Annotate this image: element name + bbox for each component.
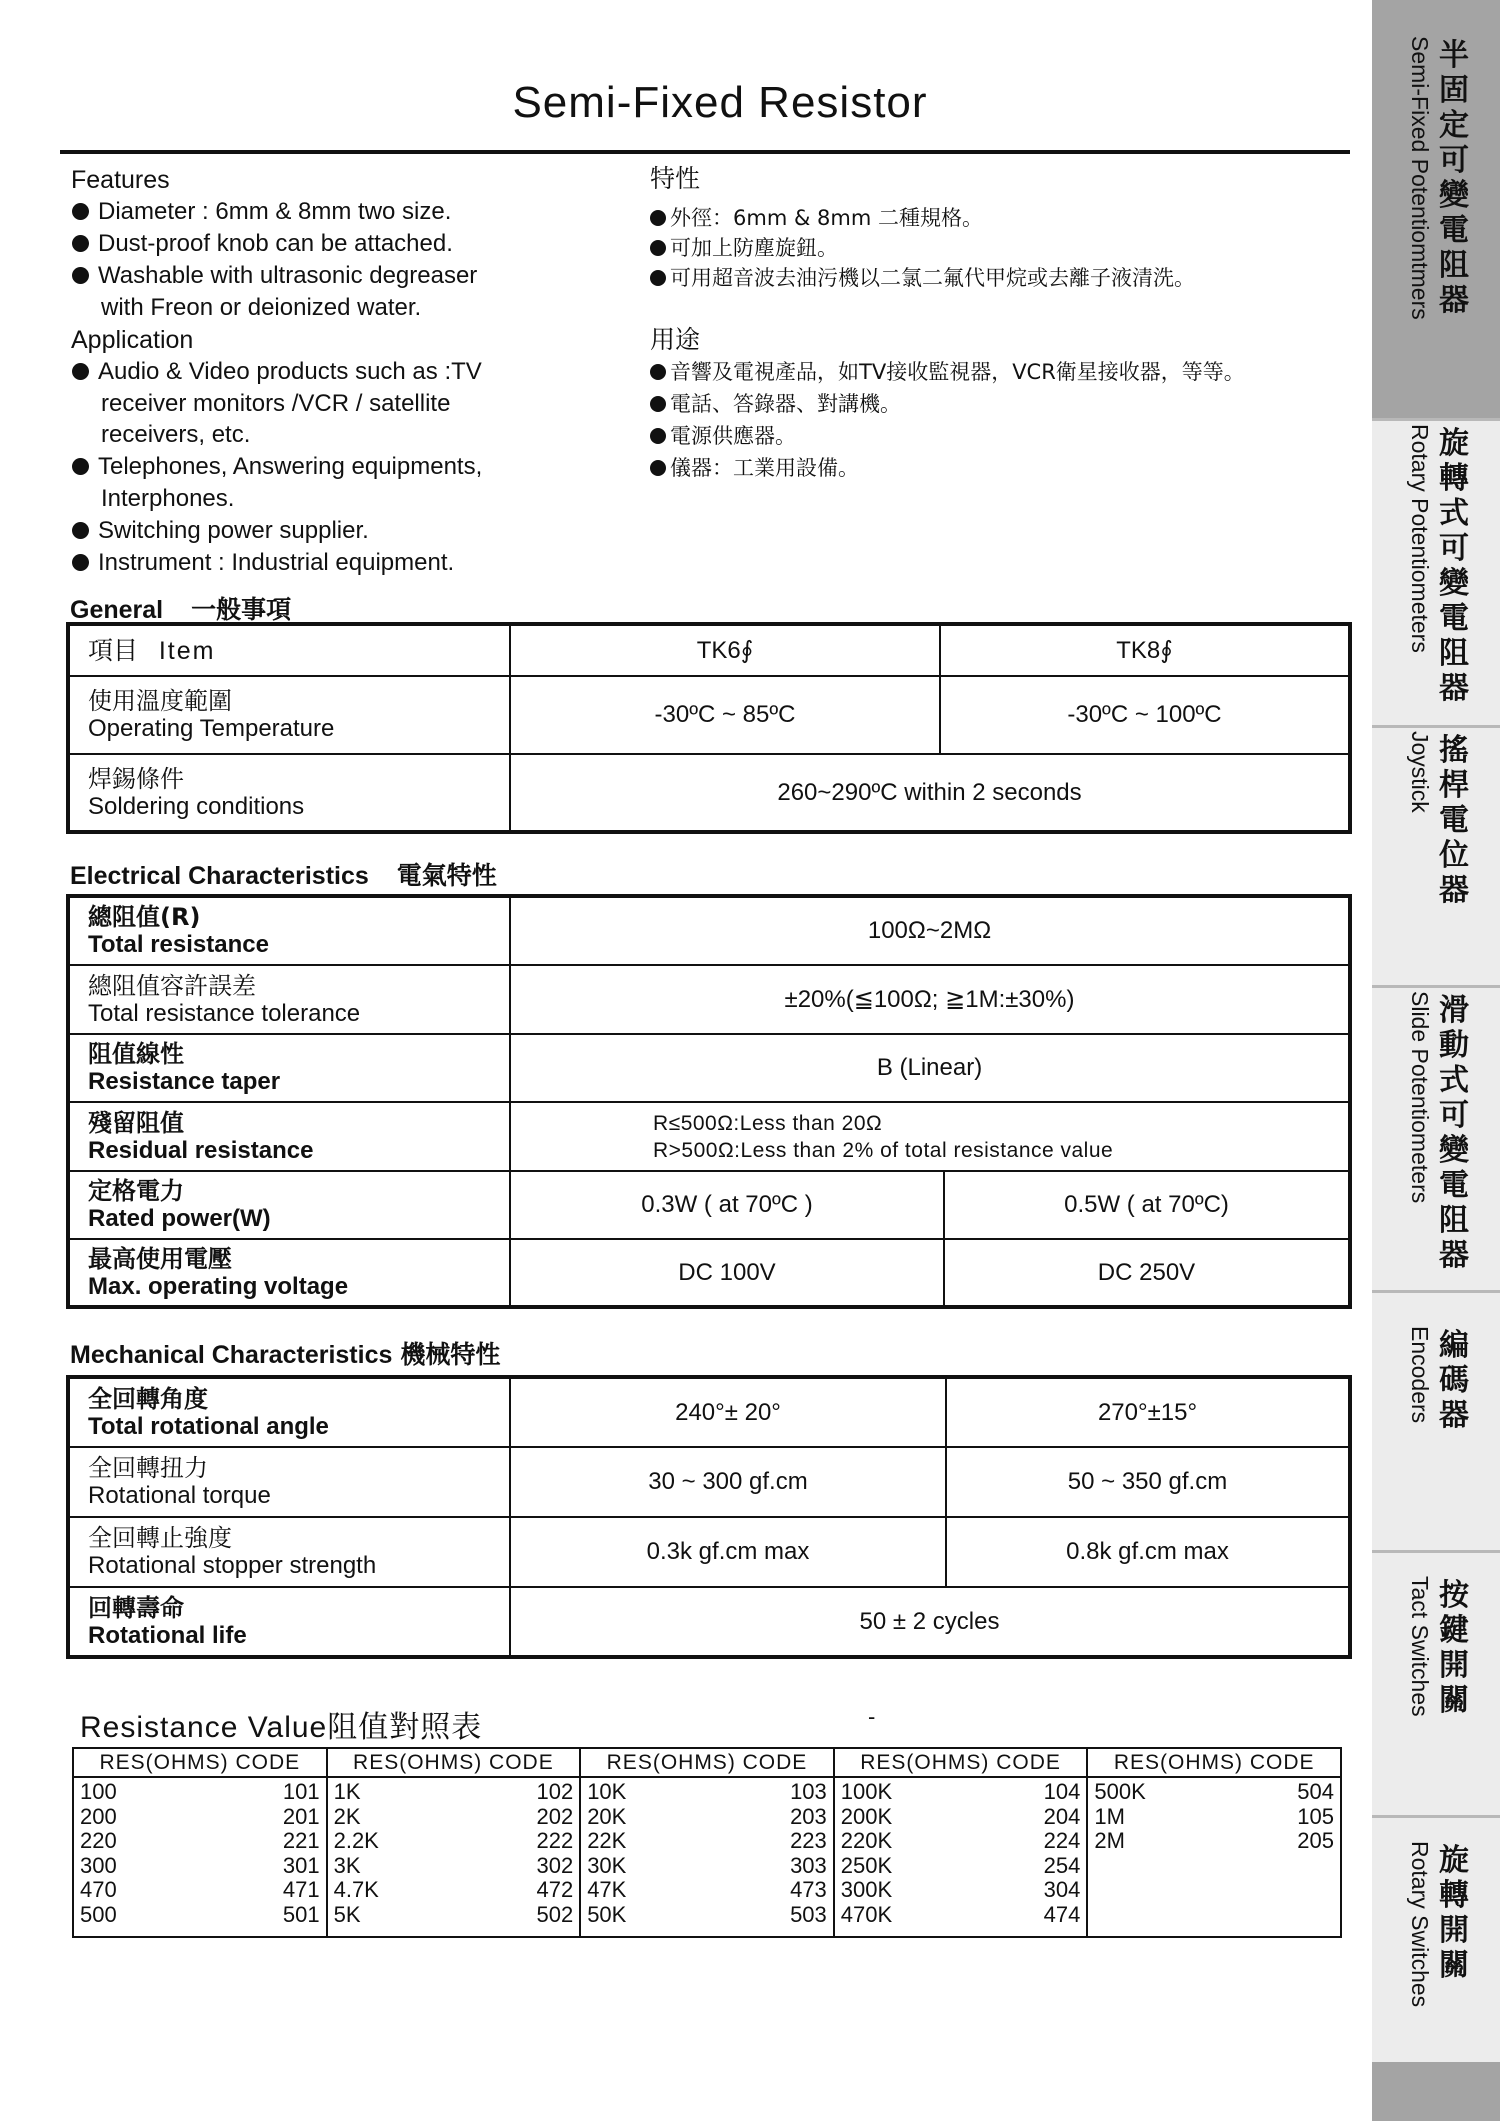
resistance-code: 221 xyxy=(282,1828,320,1853)
resistance-code: 203 xyxy=(790,1803,827,1829)
list-item xyxy=(80,1780,320,1805)
feature-item-cn: 可用超音波去油污機以二氯二氟代甲烷或去離子液清洗。 xyxy=(650,262,1195,294)
resistance-value: 100 xyxy=(80,1779,117,1804)
sidebar-separator xyxy=(1372,1815,1500,1818)
stopper-tk8: 0.8k gf.cm max xyxy=(946,1517,1350,1587)
taper-label: 阻值線性 Resistance taper xyxy=(68,1034,510,1102)
table-row xyxy=(68,965,1350,1034)
resistance-code: 102 xyxy=(536,1779,574,1804)
column-header: RES(OHMS) CODE xyxy=(327,1748,581,1777)
rot-angle-label: 全回轉角度 Total rotational angle xyxy=(68,1377,510,1447)
list-item xyxy=(587,1829,827,1854)
total-resistance-value: 100Ω~2MΩ xyxy=(510,896,1350,965)
resistance-value: 5K xyxy=(333,1901,361,1927)
resistance-value: 10K xyxy=(587,1779,627,1804)
electrical-heading: Electrical Characteristics 電氣特性 xyxy=(70,861,497,890)
soldering-label: 焊錫條件 Soldering conditions xyxy=(68,754,510,832)
tolerance-label: 總阻值容許誤差 Total resistance tolerance xyxy=(68,965,510,1034)
list-item xyxy=(841,1780,1081,1805)
resistance-code-table xyxy=(72,1747,1342,1938)
stopper-tk6: 0.3k gf.cm max xyxy=(510,1517,946,1587)
sidebar-item-label-cn[interactable]: 半 固 定 可 變 電 阻 器 xyxy=(1439,38,1469,318)
rot-torque-tk6: 30 ~ 300 gf.cm xyxy=(510,1447,946,1517)
resistance-code: 301 xyxy=(282,1852,320,1878)
column-header: RES(OHMS) CODE xyxy=(1087,1748,1341,1777)
rated-power-label: 定格電力 Rated power(W) xyxy=(68,1171,510,1239)
sidebar-item-label-en[interactable]: Slide Potentiometers xyxy=(1407,991,1433,1204)
resistance-code: 254 xyxy=(1043,1852,1081,1878)
soldering-value: 260~290ºC within 2 seconds xyxy=(510,754,1350,832)
list-item xyxy=(80,1829,320,1854)
application-item-continued: receivers, etc. xyxy=(101,421,251,448)
list-item xyxy=(587,1878,827,1903)
features-heading: Features xyxy=(71,166,170,194)
resistance-code: 202 xyxy=(536,1803,574,1829)
feature-item: Diameter : 6mm & 8mm two size. xyxy=(72,196,451,228)
category-sidebar xyxy=(1372,0,1500,2121)
list-item xyxy=(80,1854,320,1879)
resistance-value: 250K xyxy=(840,1852,893,1878)
application-item-cn: 電話、答錄器、對講機。 xyxy=(650,388,901,420)
resistance-value: 300 xyxy=(80,1852,117,1878)
table-row xyxy=(68,1102,1350,1171)
resistance-code: 223 xyxy=(790,1828,827,1853)
list-item xyxy=(334,1829,574,1854)
resistance-value: 220 xyxy=(80,1828,117,1853)
application-item-cn: 電源供應器。 xyxy=(650,420,796,452)
sidebar-item-label-en[interactable]: Joystick xyxy=(1407,731,1433,813)
resistance-value: 22K xyxy=(587,1828,627,1853)
list-item xyxy=(587,1780,827,1805)
resistance-value: 500K xyxy=(1094,1779,1146,1804)
total-resistance-label: 總阻值(R) Total resistance xyxy=(68,896,510,965)
feature-item: Washable with ultrasonic degreaser xyxy=(72,260,477,292)
taper-value: B (Linear) xyxy=(510,1034,1350,1102)
electrical-table xyxy=(66,894,1352,1309)
list-item xyxy=(841,1854,1081,1879)
sidebar-separator xyxy=(1372,725,1500,728)
list-item xyxy=(334,1903,574,1928)
resistance-code: 502 xyxy=(536,1901,574,1927)
mechanical-table xyxy=(66,1375,1352,1659)
table-row xyxy=(68,754,1350,832)
resistance-value: 500 xyxy=(80,1901,117,1927)
code-column xyxy=(580,1777,834,1937)
resistance-value: 3K xyxy=(333,1852,361,1878)
application-item: Switching power supplier. xyxy=(72,515,369,547)
sidebar-separator xyxy=(1372,1290,1500,1293)
rot-life-label: 回轉壽命 Rotational life xyxy=(68,1587,510,1657)
list-item xyxy=(1094,1805,1334,1830)
rot-torque-label: 全回轉扭力 Rotational torque xyxy=(68,1447,510,1517)
list-item xyxy=(841,1878,1081,1903)
feature-item-continued: with Freon or deionized water. xyxy=(101,294,422,321)
list-item xyxy=(80,1903,320,1928)
resistance-code: 105 xyxy=(1297,1803,1334,1829)
code-column xyxy=(1087,1777,1341,1937)
sidebar-item-label-cn[interactable]: 滑 動 式 可 變 電 阻 器 xyxy=(1439,993,1469,1273)
op-temp-tk6: -30ºC ~ 85ºC xyxy=(510,676,940,754)
sidebar-separator xyxy=(1372,418,1500,421)
residual-value: R≤500Ω:Less than 20Ω R>500Ω:Less than 2% of total resistance value xyxy=(510,1102,1350,1171)
resistance-value: 47K xyxy=(587,1877,627,1902)
list-item xyxy=(334,1780,574,1805)
table-row xyxy=(68,1447,1350,1517)
resistance-value: 200 xyxy=(80,1803,117,1829)
sidebar-item-label-cn[interactable]: 搖 桿 電 位 器 xyxy=(1439,733,1469,908)
list-item xyxy=(841,1805,1081,1830)
resistance-value: 30K xyxy=(587,1852,627,1878)
resistance-value: 300K xyxy=(840,1877,893,1902)
application-item: Instrument : Industrial equipment. xyxy=(72,547,454,579)
max-voltage-tk6: DC 100V xyxy=(510,1239,944,1307)
list-item xyxy=(1094,1780,1334,1805)
list-item xyxy=(841,1829,1081,1854)
model-tk6-header: TK6∮ xyxy=(510,624,940,676)
features-heading-cn: 特性 xyxy=(650,164,701,193)
resistance-code: 503 xyxy=(790,1901,827,1927)
column-header: RES(OHMS) CODE xyxy=(580,1748,834,1777)
column-header: RES(OHMS) CODE xyxy=(73,1748,327,1777)
code-column xyxy=(327,1777,581,1937)
feature-item-cn: 可加上防塵旋鈕。 xyxy=(650,232,838,264)
max-voltage-tk8: DC 250V xyxy=(944,1239,1350,1307)
feature-item: Dust-proof knob can be attached. xyxy=(72,228,453,260)
sidebar-separator xyxy=(1372,1550,1500,1553)
table-row xyxy=(68,676,1350,754)
resistance-code: 303 xyxy=(790,1852,827,1878)
list-item xyxy=(334,1805,574,1830)
list-item xyxy=(334,1854,574,1879)
tolerance-value: ±20%(≦100Ω; ≧1M:±30%) xyxy=(510,965,1350,1034)
title-divider xyxy=(60,150,1350,154)
resistance-table-title: Resistance Value阻值對照表 xyxy=(80,1710,483,1745)
resistance-code: 304 xyxy=(1043,1877,1081,1902)
table-row xyxy=(68,624,1350,676)
table-row xyxy=(68,1517,1350,1587)
sidebar-separator xyxy=(1372,985,1500,988)
code-column xyxy=(834,1777,1088,1937)
resistance-value: 470K xyxy=(840,1901,893,1927)
sidebar-item-label-en[interactable]: Encoders xyxy=(1407,1326,1433,1424)
sidebar-item-label-en[interactable]: Rotary Potentiometers xyxy=(1407,424,1433,653)
list-item xyxy=(587,1903,827,1928)
page-title: Semi-Fixed Resistor xyxy=(512,78,928,127)
application-item-continued: receiver monitors /VCR / satellite xyxy=(101,390,451,417)
table-body-row xyxy=(73,1777,1341,1937)
resistance-code: 471 xyxy=(282,1877,320,1902)
sidebar-item-label-en[interactable]: Rotary Switches xyxy=(1407,1841,1433,2008)
resistance-value: 200K xyxy=(840,1803,893,1829)
feature-item-cn: 外徑：6mm & 8mm 二種規格。 xyxy=(650,202,983,234)
code-column xyxy=(73,1777,327,1937)
max-voltage-label: 最高使用電壓 Max. operating voltage xyxy=(68,1239,510,1307)
application-item: Audio & Video products such as :TV xyxy=(72,356,482,388)
rated-power-tk6: 0.3W ( at 70ºC ) xyxy=(510,1171,944,1239)
resistance-value: 50K xyxy=(587,1901,627,1927)
table-row xyxy=(68,1171,1350,1239)
sidebar-item-label-cn[interactable]: 按 鍵 開 關 xyxy=(1439,1578,1469,1718)
rated-power-tk8: 0.5W ( at 70ºC) xyxy=(944,1171,1350,1239)
resistance-code: 504 xyxy=(1297,1779,1334,1804)
resistance-code: 472 xyxy=(536,1877,574,1902)
list-item xyxy=(80,1878,320,1903)
application-heading-cn: 用途 xyxy=(650,325,701,354)
stopper-label: 全回轉止強度 Rotational stopper strength xyxy=(68,1517,510,1587)
resistance-code: 104 xyxy=(1043,1779,1081,1804)
list-item xyxy=(587,1854,827,1879)
op-temp-tk8: -30ºC ~ 100ºC xyxy=(940,676,1350,754)
model-tk8-header: TK8∮ xyxy=(940,624,1350,676)
general-table xyxy=(66,622,1352,834)
list-item xyxy=(334,1878,574,1903)
resistance-value: 2.2K xyxy=(333,1828,379,1853)
resistance-code: 222 xyxy=(536,1828,574,1853)
list-item xyxy=(1094,1829,1334,1854)
list-item xyxy=(841,1903,1081,1928)
application-item-cn: 儀器：工業用設備。 xyxy=(650,452,859,484)
table-row xyxy=(68,1239,1350,1307)
resistance-code: 101 xyxy=(282,1779,320,1804)
dash-mark: - xyxy=(868,1704,876,1729)
resistance-value: 1M xyxy=(1094,1803,1125,1829)
resistance-code: 501 xyxy=(282,1901,320,1927)
table-row xyxy=(68,1377,1350,1447)
op-temp-label: 使用溫度範圍 Operating Temperature xyxy=(68,676,510,754)
list-item xyxy=(80,1805,320,1830)
resistance-code: 205 xyxy=(1297,1828,1334,1853)
sidebar-item-label-cn[interactable]: 編 碼 器 xyxy=(1439,1328,1469,1433)
resistance-code: 473 xyxy=(790,1877,827,1902)
rot-angle-tk8: 270°±15° xyxy=(946,1377,1350,1447)
rot-angle-tk6: 240°± 20° xyxy=(510,1377,946,1447)
sidebar-item-label-cn[interactable]: 旋 轉 式 可 變 電 阻 器 xyxy=(1439,426,1469,706)
resistance-value: 1K xyxy=(333,1779,361,1804)
rot-life-value: 50 ± 2 cycles xyxy=(510,1587,1350,1657)
table-row xyxy=(68,896,1350,965)
sidebar-item-label-cn[interactable]: 旋 轉 開 關 xyxy=(1439,1843,1469,1983)
sidebar-footer-block xyxy=(1372,2062,1500,2121)
resistance-value: 2K xyxy=(333,1803,361,1829)
resistance-value: 20K xyxy=(587,1803,627,1829)
resistance-code: 302 xyxy=(536,1852,574,1878)
resistance-value: 470 xyxy=(80,1877,117,1902)
application-item: Telephones, Answering equipments, xyxy=(72,451,482,483)
table-header-row xyxy=(73,1748,1341,1777)
resistance-code: 224 xyxy=(1043,1828,1081,1853)
residual-label: 殘留阻值 Residual resistance xyxy=(68,1102,510,1171)
list-item xyxy=(587,1805,827,1830)
rot-torque-tk8: 50 ~ 350 gf.cm xyxy=(946,1447,1350,1517)
column-header: RES(OHMS) CODE xyxy=(834,1748,1088,1777)
resistance-code: 204 xyxy=(1043,1803,1081,1829)
resistance-value: 220K xyxy=(840,1828,893,1853)
general-heading: General 一般事項 xyxy=(70,595,292,624)
table-row xyxy=(68,1034,1350,1102)
resistance-code: 201 xyxy=(282,1803,320,1829)
application-item-continued: Interphones. xyxy=(101,485,235,512)
resistance-code: 474 xyxy=(1043,1901,1081,1927)
resistance-value: 2M xyxy=(1094,1828,1125,1853)
sidebar-item-label-en[interactable]: Tact Switches xyxy=(1407,1576,1433,1717)
sidebar-item-label-en[interactable]: Semi-Fixed Potentiomtmers xyxy=(1407,36,1433,320)
resistance-code: 103 xyxy=(790,1779,827,1804)
application-item-cn: 音響及電視產品，如TV接收監視器，VCR衛星接收器，等等。 xyxy=(650,356,1245,388)
application-heading: Application xyxy=(71,326,194,354)
table-row xyxy=(68,1587,1350,1657)
resistance-value: 4.7K xyxy=(333,1877,379,1902)
mechanical-heading: Mechanical Characteristics 機械特性 xyxy=(70,1340,501,1369)
item-header: 項目 Item xyxy=(68,624,510,676)
resistance-value: 100K xyxy=(840,1779,893,1804)
